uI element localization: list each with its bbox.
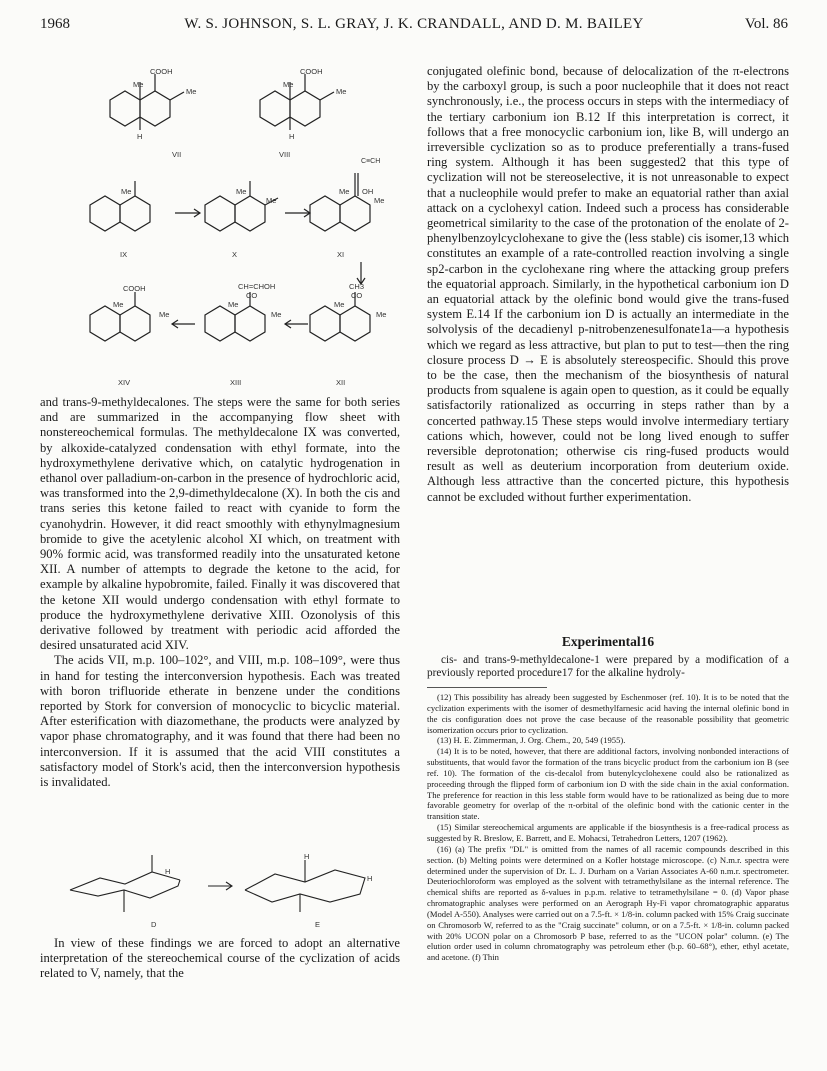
left-column-text <box>40 395 400 790</box>
header-volume: Vol. 86 <box>744 16 788 32</box>
page-number: 1968 <box>40 16 70 32</box>
header-authors: W. S. JOHNSON, S. L. GRAY, J. K. CRANDALL, AND D. M. BAILEY <box>184 16 644 32</box>
atom-label: CH=CHOH <box>238 282 276 291</box>
atom-label: C≡CH <box>361 158 381 165</box>
atom-label: OH <box>362 187 374 196</box>
compound-label: E <box>315 920 321 929</box>
atom-label: CO <box>351 291 363 300</box>
atom-label: Me <box>186 87 197 96</box>
experimental-text: cis- and trans-9-methyldecalone-1 were prepared by a modification of a previously reported procedure17 for the alkaline hydroly- <box>427 654 789 680</box>
atom-label: Me <box>159 310 170 319</box>
atom-label: Me <box>121 187 132 196</box>
right-column-text <box>427 64 789 505</box>
compound-label: D <box>151 920 157 929</box>
footnote-rule <box>427 687 547 688</box>
atom-label: H <box>304 852 310 861</box>
paragraph: conjugated olefinic bond, because of delocalization of the π-electrons by the carboxyl group, is such a poor nucleophile that it does not react synchronously, i.e., the process occurs in steps with the intermediacy of the tertiary carbonium ion B.12 If this interpretation is correct, it follows that a free monocyclic carbonium ion, like B, will undergo an irreversible cyclization so as to produce preferentially a trans-fused ring system. Although it has been suggested2 that this type of cyclization will not be stereoselective, it is not unreasonable to expect that a nucleophile would prefer to make an equatorial rather than axial attack on a cyclohexyl cation. Indeed such a process has considerable geometrical similarity to the case of the protonation of the enolate of 2-phenylbenzoylcyclohexane to give the (less stable) cis isomer,13 which constitutes an example of a rate-controlled reaction involving a single sp2-carbon in the cyclohexane ring where the attacking group prefers the equatorial approach. Similarly, in the hypothetical carbonium ion D an equatorial attack by the olefinic bond would give the trans-fused system E.14 If the carbonium ion D is actually an intermediate in the solvolysis of the decadienyl p-nitrobenzenesulfonate1a—a hypothesis which we regard as less attractive, but plan to put to test—then the ring closure process D → E is absolutely stereospecific. Should this prove to be the case, then the mechanism of the biosynthesis of natural products from squalene is again open to question, as it could be equally satisfactorily rationalized as occurring in steps rather than by a concerted pathway.15 These steps would involve intermediary tertiary cations which, however, could not be long lived enough to suffer reversible deprotonation; otherwise cis ring-fused products would result as well as deuterium incorporation from deuterium oxide. Although less attractive than the concerted picture, this hypothesis cannot be excluded without further experimentation. <box>427 64 789 504</box>
atom-label: Me <box>228 300 239 309</box>
footnote: (14) It is to be noted, however, that there are additional factors, involving nonbonded interactions of substituents, that would favor the formation of the trans bicyclic product from the carbonium ion B (see ref. 10). The formation of the cis-decalol from butenylcyclohexene could also be rationalized as proceeding through the flipped form of carbonium ion D with the side chain in the axial conformation. The preference for reaction in this less stable form would have to be rationalized as being due to more favorable geometry for overlap of the π-orbital of the olefinic bond with the cationic center in the transition state. <box>427 746 789 822</box>
atom-label: Me <box>376 310 387 319</box>
paragraph: In view of these findings we are forced to adopt an alternative interpretation of the stereochemical course of the cyclization of acids related to V, namely, that the <box>40 936 400 981</box>
paragraph: The acids VII, m.p. 100–102°, and VIII, m.p. 108–109°, were thus in hand for testing the interconversion hypothesis. Each was treated with boron trifluoride etherate in benzene under the conditions reported by Stork for conversion of monocyclic to bicyclic material. After esterification with diazomethane, the products were analyzed by vapor phase chromatography, and it was found that there had been no interconversion. If it is assumed that the acid VIII constitutes a satisfactory model of Stork's acid, then the interconversion hypothesis is invalidated. <box>40 653 400 790</box>
footnote: (12) This possibility has already been suggested by Eschenmoser (ref. 10). It is to be noted that the cyclization experiments with the isomer of desmethylfarnesic acid having the internal olefinic bond in the cis configuration does not prove the case because of the reasonable possibility that geometric isomerization occurs prior to cyclization. <box>427 692 789 735</box>
scheme-conformers-d-e <box>60 850 400 920</box>
atom-label: H <box>165 867 171 876</box>
compound-label: XIII <box>230 378 242 387</box>
footnote: (15) Similar stereochemical arguments are applicable if the biosynthesis is a free-radical process as suggested by R. Breslow, E. Barrett, and E. Mohacsi, Tetrahedron Letters, 1207 (1962). <box>427 822 789 843</box>
scheme-ix-x-xi <box>60 165 390 255</box>
atom-label: COOH <box>300 67 323 76</box>
atom-label: Me <box>374 196 385 205</box>
atom-label: Me <box>271 310 282 319</box>
compound-label: X <box>232 250 238 259</box>
compound-label: IX <box>120 250 128 259</box>
compound-label: XIV <box>118 378 131 387</box>
atom-label: Me <box>334 300 345 309</box>
atom-label: Me <box>283 80 294 89</box>
compound-label: XII <box>336 378 346 387</box>
compound-label: VIII <box>279 150 291 159</box>
compound-label: VII <box>172 150 182 159</box>
running-header <box>40 16 788 36</box>
footnote: (16) (a) The prefix "DL" is omitted from the names of all racemic compounds described in this section. (b) Melting points were determined on a Kofler hotstage microscope. (c) N.m.r. spectra were determined under the supervision of Dr. L. J. Durham on a Varian Associates A-60 n.m.r. spectrometer. Deuteriochloroform was employed as the solvent with tetramethylsilane as the internal reference. The chemical shifts are reported as δ-values in p.p.m. relative to tetramethylsilane = 0. (d) Vapor phase chromatographic analyses were performed on an Aerograph Hy-Fi vapor chromatographic apparatus (Model A-550). Analyses were carried out on a 7.5-ft. × 1/8-in. column packed with 15% Craig succinate on Chromosorb W, referred to as the "Craig succinate" column, or on a 7.5-ft. × 1/8-in. column packed with 20% UCON polar on a Chromosorb P base, referred to as the "UCON polar" column. (e) The elution order used in column chromatography was petroleum ether (b.p. 60–68°), ether, ethyl acetate, and acetone. (f) Thin <box>427 843 789 963</box>
atom-label: H <box>367 874 373 883</box>
footnote: (13) H. E. Zimmerman, J. Org. Chem., 20, 549 (1955). <box>437 735 626 746</box>
atom-label: Me <box>266 196 277 205</box>
atom-label: Me <box>133 80 144 89</box>
left-column-bottom-text <box>40 936 400 982</box>
atom-label: CO <box>246 291 258 300</box>
compound-label: XI <box>337 250 345 259</box>
atom-label: H <box>289 132 295 141</box>
atom-label: CH3 <box>349 282 365 291</box>
atom-label: Me <box>339 187 350 196</box>
atom-label: Me <box>336 87 347 96</box>
section-heading: Experimental16 <box>561 634 655 649</box>
atom-label: COOH <box>123 284 146 293</box>
footnotes <box>427 692 789 963</box>
atom-label: Me <box>236 187 247 196</box>
paragraph: and trans-9-methyldecalones. The steps were the same for both series and are summarized in the accompanying flow sheet with nonstereochemical formulas. The methyldecalone IX was converted, by alkoxide-catalyzed condensation with ethyl formate, into the hydroxymethylene derivative which, on catalytic hydrogenation in ethanol over palladium-on-carbon in the presence of hydrochloric acid, was transformed into the 2,9-dimethyldecalone (X). In both the cis and trans series this ketone failed to react with cyanide to form the cyanohydrin. However, it did react smoothly with ethynylmagnesium bromide to give the acetylenic alcohol XI which, on treatment with 90% formic acid, was transformed readily into the unsaturated ketone XII. A number of attempts to degrade the ketone to the acid, for example by alkaline hypobromite, failed. Finally it was discovered that the ketone XII would undergo condensation with ethyl formate to produce the hydroxymethylene derivative XIII. Ozonolysis of this derivative followed by treatment with periodic acid afforded the desired unsaturated acid XIV. <box>40 395 400 653</box>
atom-label: H <box>137 132 143 141</box>
atom-label: Me <box>113 300 124 309</box>
atom-label: COOH <box>150 67 173 76</box>
